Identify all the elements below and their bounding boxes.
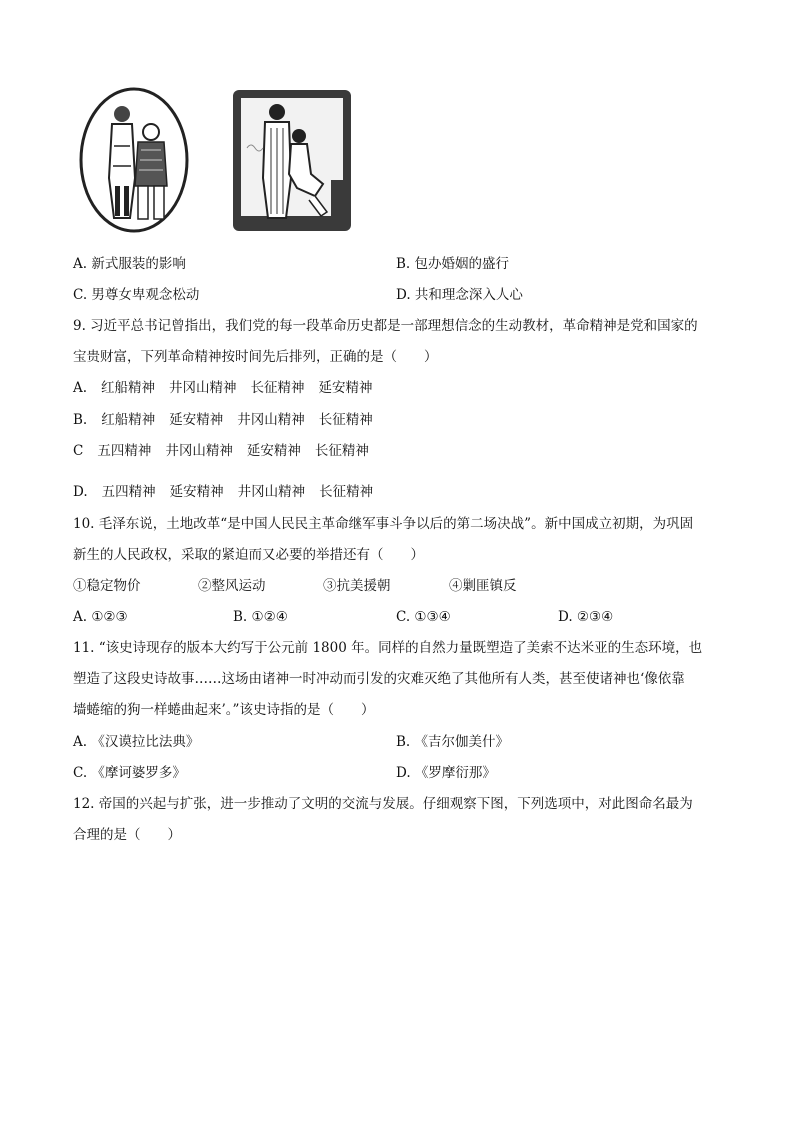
q11-stem-line2: 塑造了这段史诗故事……这场由诸神一时冲动而引发的灾难灭绝了其他所有人类，甚至使诸神也‘像依靠 — [73, 671, 685, 687]
q10-stem-line2: 新生的人民政权，采取的紧迫而又必要的举措还有（ ） — [73, 547, 424, 563]
q8-option-b: B. 包办婚姻的盛行 — [396, 256, 510, 272]
q12-stem-line1: 12. 帝国的兴起与扩张，进一步推动了文明的交流与发展。仔细观察下图，下列选项中，对此图命名最为 — [73, 796, 693, 812]
photo-couple-traditional — [78, 86, 190, 234]
q11-option-c: C. 《摩诃婆罗多》 — [73, 765, 186, 781]
q8-figures — [78, 86, 378, 236]
q10-item-1: ①稳定物价 — [73, 578, 141, 594]
q9-stem-line2: 宝贵财富，下列革命精神按时间先后排列，正确的是（ ） — [73, 349, 438, 365]
q10-item-2: ②整风运动 — [198, 578, 266, 594]
q9-stem-line1: 9. 习近平总书记曾指出，我们党的每一段革命历史都是一部理想信念的生动教材，革命精神是党和国家的 — [73, 318, 698, 334]
q10-option-d: D. ②③④ — [558, 609, 614, 625]
q10-option-a: A. ①②③ — [73, 609, 128, 625]
q8-option-c: C. 男尊女卑观念松动 — [73, 287, 200, 303]
q9-option-c: C 五四精神 井冈山精神 延安精神 长征精神 — [73, 443, 369, 459]
q10-item-4: ④剿匪镇反 — [449, 578, 517, 594]
q11-option-a: A. 《汉谟拉比法典》 — [73, 734, 200, 750]
q11-stem-line3: 墙蜷缩的狗一样蜷曲起来’。”该史诗指的是（ ） — [73, 702, 375, 718]
q11-option-d: D. 《罗摩衍那》 — [396, 765, 496, 781]
q9-option-b: B. 红船精神 延安精神 井冈山精神 长征精神 — [73, 412, 373, 428]
q10-option-b: B. ①②④ — [233, 609, 288, 625]
q12-stem-line2: 合理的是（ ） — [73, 827, 181, 843]
q8-option-a: A. 新式服装的影响 — [73, 256, 186, 272]
q9-option-a: A. 红船精神 井冈山精神 长征精神 延安精神 — [73, 380, 373, 396]
q8-option-d: D. 共和理念深入人心 — [396, 287, 523, 303]
q11-stem-line1: 11. “该史诗现存的版本大约写于公元前 1800 年。同样的自然力量既塑造了美索不达米亚的生态环境，也 — [73, 640, 703, 656]
q11-option-b: B. 《吉尔伽美什》 — [396, 734, 510, 750]
q10-item-3: ③抗美援朝 — [323, 578, 391, 594]
photo-couple-modern — [231, 88, 353, 233]
q10-stem-line1: 10. 毛泽东说，土地改革“是中国人民民主革命继军事斗争以后的第二场决战”。新中国成立初期，为巩固 — [73, 516, 694, 532]
q9-option-d: D. 五四精神 延安精神 井冈山精神 长征精神 — [73, 484, 374, 500]
q10-option-c: C. ①③④ — [396, 609, 451, 625]
